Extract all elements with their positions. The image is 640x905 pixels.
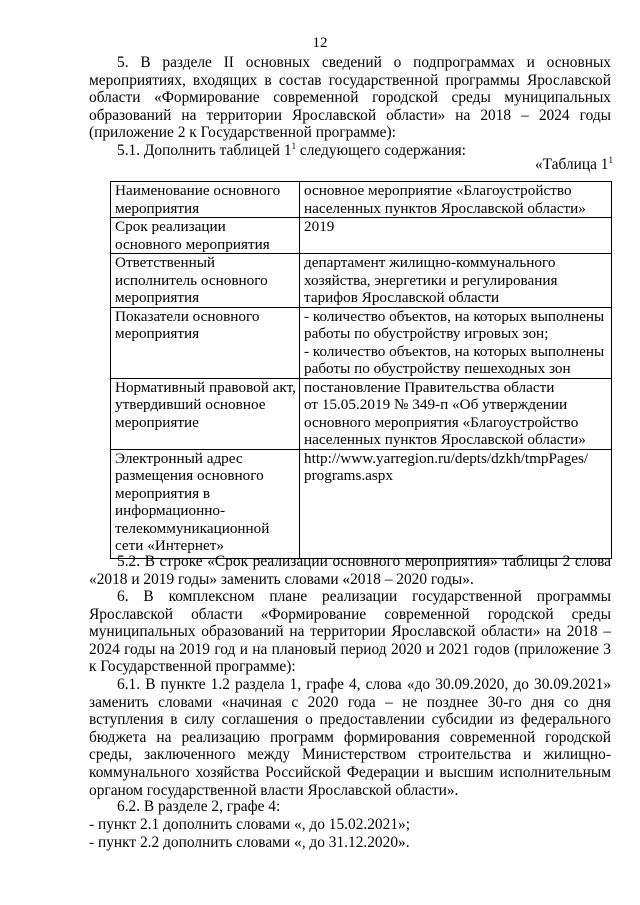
- table-label: [89, 156, 613, 174]
- table-row: [111, 254, 612, 308]
- table-cell-line: http://www.yarregion.ru/depts/dzkh/tmpPages/ programs.aspx: [304, 449, 589, 484]
- list-item-2-2: - пункт 2.2 дополнить словами «, до 31.12.2020».: [89, 834, 410, 851]
- table-cell-label: Нормативный правовой акт, утвердивший основное мероприятие: [111, 378, 300, 449]
- table-cell-value: [300, 378, 612, 449]
- table-cell-line: от 15.05.2019 № 349-п «Об утверждении основного мероприятия «Благоустройство населенных пунктов Ярославской области»: [304, 396, 586, 448]
- table-cell-label: Ответственный исполнитель основного мероприятия: [111, 254, 300, 308]
- table-cell-line: 2019: [304, 218, 335, 235]
- table-cell-line: департамент жилищно-коммунального хозяйства, энергетики и регулирования тарифов Ярославской области: [304, 254, 558, 306]
- table-row: [111, 307, 612, 378]
- table-row: [111, 182, 612, 218]
- table-cell-line: - количество объектов, на которых выполнены работы по обустройству пешеходных зон: [304, 342, 605, 377]
- paragraph-section-5-2: 5.2. В строке «Срок реализации основного мероприятия» таблицы 2 слова «2018 и 2019 годы» заменить словами «2018 – 2020 годы».: [89, 553, 611, 588]
- table-row: [111, 378, 612, 449]
- table-cell-label: Показатели основного мероприятия: [111, 307, 300, 378]
- table-cell-label: Электронный адрес размещения основного мероприятия в информационно-телекоммуникационной сети «Интернет»: [111, 449, 300, 558]
- paragraph-section-6-2: 6.2. В разделе 2, графе 4:: [117, 798, 281, 815]
- list-item-2-1: - пункт 2.1 дополнить словами «, до 15.02.2021»;: [89, 816, 410, 833]
- section-5-1-text-tail: следующего содержания:: [296, 142, 466, 159]
- table-cell-label: Срок реализации основного мероприятия: [111, 218, 300, 254]
- table-cell-value: [300, 449, 612, 558]
- paragraph-section-5: 5. В разделе II основных сведений о подпрограммах и основных мероприятиях, входящих в состав государственной программы Ярославской области «Формирование современной городской среды муниципальных образований на территории Ярославской области» на 2018 – 2024 годы (приложение 2 к Государственной программе):: [89, 54, 611, 142]
- table-label-text: «Таблица 1: [534, 156, 609, 173]
- paragraph-section-6-1: 6.1. В пункте 1.2 раздела 1, графе 4, слова «до 30.09.2020, до 30.09.2021» заменить словами «начиная с 2020 года – не позднее 30-го дня со дня вступления в силу соглашения о предоставлении субсидии из федерального бюджета на реализацию программ формирования современной городской среды, заключенного между Министерством строительства и жилищно-коммунального хозяйства Российской Федерации и высшим исполнительным органом государственной власти Ярославской области».: [89, 676, 611, 799]
- paragraph-section-6: 6. В комплексном плане реализации государственной программы Ярославской области «Формирование современной городской среды муниципальных образований на территории Ярославской области» на 2018 – 2024 годы на 2019 год и на плановый период 2020 и 2021 годов (приложение 3 к Государственной программе):: [89, 588, 611, 676]
- table-cell-value: [300, 182, 612, 218]
- table-cell-line: постановление Правительства области: [304, 378, 555, 396]
- table-cell-line: основное мероприятие «Благоустройство населенных пунктов Ярославской области»: [304, 182, 586, 217]
- table-row: [111, 218, 612, 254]
- section-5-1-sup: 1: [291, 141, 297, 151]
- table-cell-line: - количество объектов, на которых выполнены работы по обустройству игровых зон;: [304, 307, 605, 342]
- table-row: [111, 449, 612, 558]
- table-cell-value: [300, 254, 612, 308]
- page-number: 12: [312, 35, 328, 51]
- table-cell-value: [300, 218, 612, 254]
- section-5-1-text: 5.1. Дополнить таблицей 1: [117, 142, 292, 159]
- table-cell-label: Наименование основного мероприятия: [111, 182, 300, 218]
- table-cell-value: [300, 307, 612, 378]
- table-label-sup: 1: [608, 155, 613, 165]
- measure-table: [110, 181, 612, 559]
